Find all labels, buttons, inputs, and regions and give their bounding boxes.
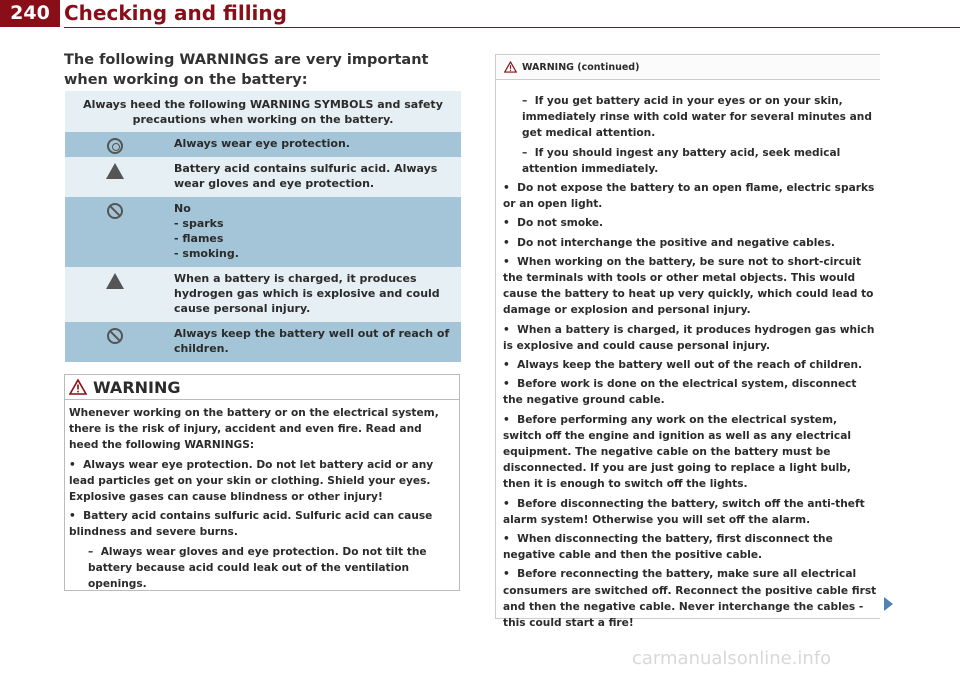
warning-subitem: – If you should ingest any battery acid, seek medical attention immediately. [522, 146, 841, 175]
continue-arrow-icon [884, 597, 893, 611]
warning-heading [65, 375, 459, 400]
warning-bullet: • When disconnecting the battery, first disconnect the negative cable and then the positive cable. [503, 533, 833, 562]
symbol-row [65, 132, 461, 157]
warning-title: WARNING [93, 377, 181, 397]
symbol-text: Battery acid contains sulfuric acid. Always wear gloves and eye protection. [174, 162, 438, 190]
warning-bullet: • When working on the battery, be sure not to short-circuit the terminals with tools or other metal objects. This would cause the battery to heat up very quickly, which could lead to damage or explosion and personal injury. [503, 255, 874, 317]
page-number: 240 [0, 0, 60, 27]
symbol-row [65, 197, 461, 267]
warning-bullet: • Before reconnecting the battery, make sure all electrical consumers are switched off. Reconnect the positive cable first and then the negative cable. Never interchange the cables - this could start a fire! [503, 568, 877, 630]
symbol-row [65, 322, 461, 362]
continued-title: WARNING (continued) [522, 61, 640, 73]
symbol-row [65, 267, 461, 322]
warning-intro: Whenever working on the battery or on the electrical system, there is the risk of injury, accident and even fire. Read and heed the following WARNINGS: [69, 407, 439, 452]
continued-heading [496, 55, 880, 80]
header-rule [64, 27, 960, 28]
warning-subitem: – Always wear gloves and eye protection. Do not tilt the battery because acid could leak out of the ventilation openings. [88, 545, 427, 591]
acid-warning-icon [106, 163, 124, 179]
symbols-heading: Always heed the following WARNING SYMBOLS and safety precautions when working on the battery. [65, 91, 461, 132]
warning-continued-box [495, 54, 880, 630]
warning-bullet: • Before performing any work on the electrical system, switch off the engine and ignition as well as any electrical equipment. The negative cable on the battery must be disconnected. If you are just going to replace a light bulb, then it is enough to switch off the lights. [503, 413, 851, 491]
keep-from-children-icon [107, 328, 123, 344]
warning-bullet: • Before disconnecting the battery, switch off the anti-theft alarm system! Otherwise you will set off the alarm. [503, 497, 865, 526]
warning-symbols-table [65, 91, 461, 362]
no-flames-icon [107, 203, 123, 219]
warning-bullet: • Before work is done on the electrical system, disconnect the negative ground cable. [503, 378, 857, 407]
symbol-text: Always keep the battery well out of reach of children. [174, 327, 450, 355]
warning-bullet: • Do not expose the battery to an open flame, electric sparks or an open light. [503, 182, 875, 211]
warning-bullet: • When a battery is charged, it produces hydrogen gas which is explosive and could cause personal injury. [503, 323, 875, 352]
warning-bullet: • Always wear eye protection. Do not let battery acid or any lead particles get on your skin or clothing. Shield your eyes. Explosive gases can cause blindness or other injury! [69, 458, 434, 504]
warning-bullet: • Always keep the battery well out of the reach of children. [503, 359, 863, 372]
warning-bullet: • Battery acid contains sulfuric acid. Sulfuric acid can cause blindness and severe burns. [69, 510, 433, 539]
intro-text: The following WARNINGS are very important when working on the battery: [64, 52, 429, 88]
watermark: carmanualsonline.info [632, 648, 832, 669]
page-title: Checking and filling [64, 1, 287, 25]
warning-triangle-icon [69, 379, 87, 395]
symbol-text: Always wear eye protection. [174, 137, 350, 150]
eye-protection-icon [107, 138, 123, 154]
warning-triangle-icon [504, 61, 517, 73]
warning-bullet: • Do not interchange the positive and negative cables. [503, 236, 835, 249]
explosive-gas-icon [106, 273, 124, 289]
symbol-row [65, 157, 461, 197]
warning-box [64, 374, 460, 591]
warning-bullet: • Do not smoke. [503, 217, 604, 230]
symbol-text: No - sparks - flames - smoking. [174, 202, 239, 260]
symbol-text: When a battery is charged, it produces hydrogen gas which is explosive and could cause personal injury. [174, 272, 440, 315]
warning-subitem: – If you get battery acid in your eyes or on your skin, immediately rinse with cold water for several minutes and get medical attention. [522, 95, 872, 140]
